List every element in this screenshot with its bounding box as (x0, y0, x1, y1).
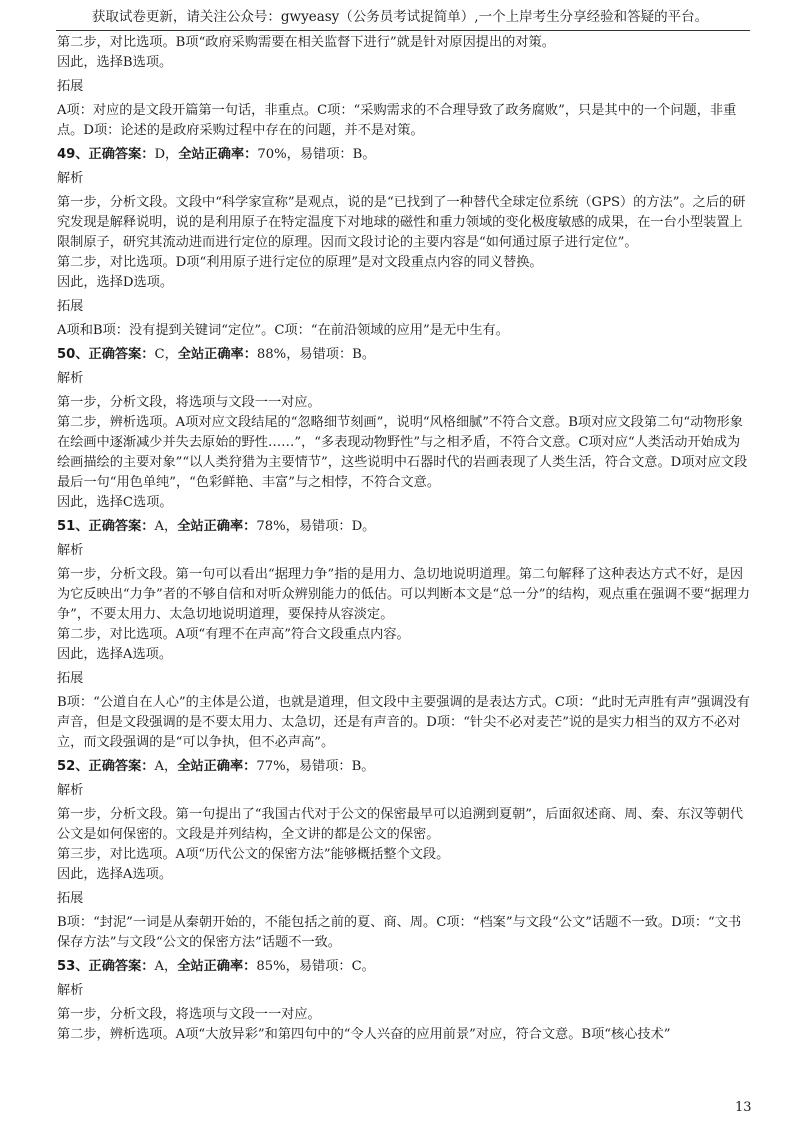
answer-k2: 全站正确率： (177, 347, 257, 362)
section-label: 拓展 (57, 79, 84, 94)
answer-v1: A， (154, 519, 178, 534)
answer-k1: 正确答案： (88, 147, 155, 162)
paragraph: B项：“封泥”一词是从秦朝开始的，不能包括之前的夏、商、周。C项：“档案”与文段“公文”话题不一致。D项：“文书保存方法”与文段“公文的保密方法”话题不一致。 (57, 915, 742, 950)
answer-v1: A， (154, 959, 178, 974)
answer-k2: 全站正确率： (178, 147, 258, 162)
paragraph: 第一步，分析文段。第一句可以看出“据理力争”指的是用力、急切地说明道理。第二句解释了这种表达方式不好，是因为它反映出“力争”者的不够自信和对听众辨别能力的低估。可以判断本文是“总一分”的结构，观点重在强调不要“据理力争”，不要太用力、太急切地说明道理，要保持从容淡定。 (57, 567, 751, 622)
paragraph: 第二步，辨析选项。A项“大放异彩”和第四句中的“令人兴奋的应用前景”对应，符合文意。B项“核心技术” (57, 1027, 671, 1042)
paragraph: 第一步，分析文段。第一句提出了“我国古代对于公文的保密最早可以追溯到夏朝”，后面叙述商、周、秦、东汉等朝代公文是如何保密的。文段是并列结构，全文讲的都是公文的保密。 (57, 807, 744, 842)
paragraph: 因此，选择A选项。 (57, 647, 173, 662)
answer-k2: 全站正确率： (177, 759, 257, 774)
answer-k1: 正确答案： (88, 347, 155, 362)
header-divider (56, 30, 750, 31)
answer-v2: 88%，易错项：B。 (256, 347, 376, 362)
answer-v2: 70%，易错项：B。 (257, 147, 376, 162)
answer-k1: 正确答案： (88, 519, 155, 534)
section-label: 解析 (57, 371, 84, 386)
answer-k1: 正确答案： (88, 759, 155, 774)
paragraph: 第一步，分析文段，将选项与文段一一对应。 (57, 1007, 321, 1022)
answer-line (57, 517, 751, 537)
answer-v2: 77%，易错项：B。 (256, 759, 375, 774)
answer-v2: 78%，易错项：D。 (256, 519, 376, 534)
answer-line (57, 145, 751, 165)
paragraph: A项和B项：没有提到关键词“定位”。C项：“在前沿领域的应用”是无中生有。 (57, 323, 509, 338)
paragraph: B项：“公道自在人心”的主体是公道，也就是道理，但文段中主要强调的是表达方式。C项：“此时无声胜有声”强调没有声音，但是文段强调的是不要太用力、太急切，还是有声音的。D项：“针尖不必对麦芒”说的是实力相当的双方不必对立，而文段强调的是“可以争执，但不必声高”。 (57, 695, 750, 750)
paragraph: 因此，选择C选项。 (57, 495, 173, 510)
answer-line (57, 757, 751, 777)
section-label: 解析 (57, 983, 84, 998)
answer-v1: C， (154, 347, 178, 362)
paragraph: 第一步，分析文段，将选项与文段一一对应。 (57, 395, 321, 410)
paragraph: 第一步，分析文段。文段中“科学家宣称”是观点，说的是“已找到了一种替代全球定位系统（GPS）的方法”。之后的研究发现是解释说明，说的是利用原子在特定温度下对地球的磁性和重力领域的变化极度敏感的成果，在一台小型装置上限制原子，研究其流动进而进行定位的原理。因而文段讨论的主要内容是“如何通过原子进行定位”。 (57, 195, 746, 250)
paragraph: 第二步，辨析选项。A项对应文段结尾的“忽略细节刻画”，说明“风格细腻”不符合文意。B项对应文段第二句“动物形象在绘画中逐渐减少并失去原始的野性……”，“多表现动物野性”与之相矛盾，不符合文意。C项对应“人类活动开始成为绘画描绘的主要对象”“以人类狩猎为主要情节”，这些说明中石器时代的岩画表现了人类生活，符合文意。D项对应文段最后一句“用色单纯”，“色彩鲜艳、丰富”与之相悖，不符合文意。 (57, 415, 748, 490)
answer-num: 53、 (57, 959, 89, 974)
paragraph: 因此，选择A选项。 (57, 867, 173, 882)
answer-num: 49、 (57, 147, 89, 162)
page-number: 13 (735, 1100, 752, 1115)
section-label: 解析 (57, 783, 84, 798)
paragraph: A项：对应的是文段开篇第一句话，非重点。C项：“采购需求的不合理导致了政务腐败”，只是其中的一个问题，非重点。D项：论述的是政府采购过程中存在的问题，并不是对策。 (57, 103, 737, 138)
answer-k2: 全站正确率： (177, 519, 257, 534)
answer-line (57, 345, 751, 365)
section-label: 解析 (57, 543, 84, 558)
paragraph: 第二步，对比选项。D项“利用原子进行定位的原理”是对文段重点内容的同义替换。 (57, 255, 543, 270)
answer-v1: A， (154, 759, 178, 774)
answer-num: 50、 (57, 347, 89, 362)
paragraph: 因此，选择D选项。 (57, 275, 174, 290)
answer-num: 51、 (57, 519, 89, 534)
document-body (57, 33, 751, 1045)
answer-v2: 85%，易错项：C。 (256, 959, 375, 974)
section-label: 解析 (57, 171, 84, 186)
page-header: 获取试卷更新，请关注公众号：gwyeasy（公务员考试捉简单）,一个上岸考生分享经验和答疑的平台。 (91, 9, 709, 25)
answer-num: 52、 (57, 759, 89, 774)
answer-k2: 全站正确率： (177, 959, 257, 974)
paragraph: 因此，选择B选项。 (57, 55, 173, 70)
section-label: 拓展 (57, 671, 84, 686)
section-label: 拓展 (57, 891, 84, 906)
answer-k1: 正确答案： (88, 959, 155, 974)
answer-line (57, 957, 751, 977)
paragraph: 第二步，对比选项。B项“政府采购需要在相关监督下进行”就是针对原因提出的对策。 (57, 35, 555, 50)
section-label: 拓展 (57, 299, 84, 314)
answer-v1: D， (154, 147, 179, 162)
paragraph: 第三步，对比选项。A项“历代公文的保密方法”能够概括整个文段。 (57, 847, 450, 862)
paragraph: 第二步，对比选项。A项“有理不在声高”符合文段重点内容。 (57, 627, 410, 642)
